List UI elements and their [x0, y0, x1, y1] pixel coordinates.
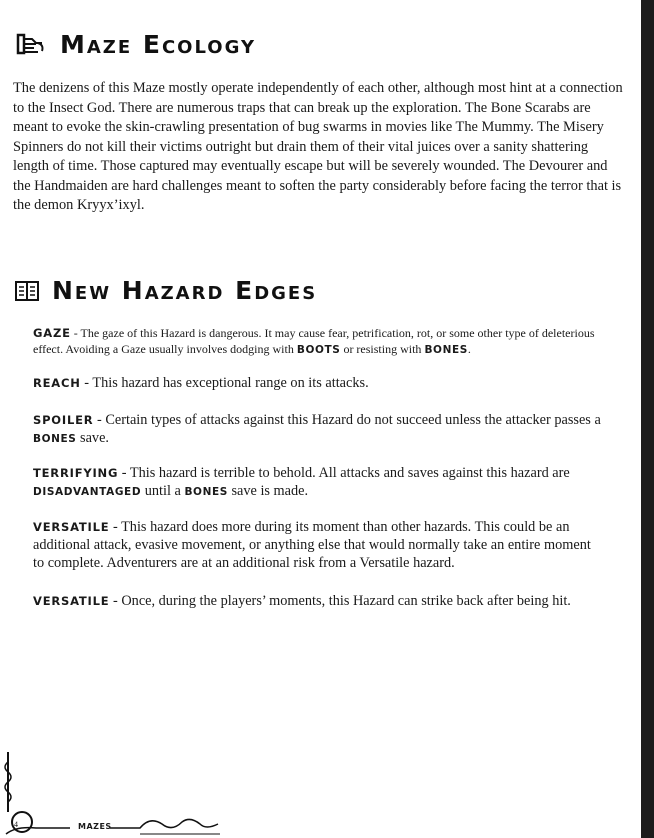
page-title: Maze Ecology: [60, 30, 256, 59]
hazard-edge-term: VERSATILE: [33, 594, 110, 608]
page-number: 4: [14, 820, 18, 829]
maze-ecology-heading: [14, 30, 256, 59]
book-icon: [14, 278, 40, 304]
hazard-edge-entry: SPOILER - Certain types of attacks against this Hazard do not succeed unless the attacker passes a BONES save.: [33, 412, 601, 446]
hazard-edge-entry: REACH - This hazard has exceptional range on its attacks.: [33, 375, 369, 391]
keyword: BOOTS: [296, 344, 341, 356]
hazard-edge-term: VERSATILE: [33, 520, 110, 534]
flourish-ornament-icon: [0, 752, 240, 838]
hazard-edge-entry: TERRIFYING - This hazard is terrible to behold. All attacks and saves against this hazard are DISADVANTAGED until a BONES save is made.: [33, 465, 570, 499]
keyword: BONES: [184, 486, 228, 498]
section-title: New Hazard Edges: [52, 276, 318, 305]
new-hazard-edges-heading: [14, 276, 317, 305]
hazard-edge-term: GAZE: [33, 326, 71, 340]
hazard-edge-entry: VERSATILE - This hazard does more during its moment than other hazards. This could be an additional attack, evasive movement, or anything else that would normally take an entire moment to complete. Adventurers are at an additional risk from a Versatile hazard.: [33, 519, 591, 571]
footer-label: MAZES: [78, 822, 112, 831]
hazard-edge-term: TERRIFYING: [33, 466, 119, 480]
intro-paragraph: The denizens of this Maze mostly operate independently of each other, although most hint at a connection to the Insect God. There are numerous traps that can break up the exploration. The Bone Scarabs are meant to evoke the skin-crawling presentation of bug swarms in movies like The Mummy. The Misery Spinners do not kill their victims outright but drain them of their vital juices over a sanity shattering length of time. Those captured may eventually escape but will be severely wounded. The Devourer and the Handmaiden are hard challenges meant to soften the party considerably before facing the terror that is the demon Kryyx’ixyl.: [13, 80, 623, 213]
keyword: BONES: [33, 433, 77, 445]
keyword: DISADVANTAGED: [33, 486, 142, 498]
hazard-edge-entry: GAZE - The gaze of this Hazard is dangerous. It may cause fear, petrification, rot, or some other type of deleterious effect. Avoiding a Gaze usually involves dodging with BOOTS or resisting with BONES.: [33, 326, 595, 356]
keyword: BONES: [424, 344, 468, 356]
hazard-edge-entry: VERSATILE - Once, during the players’ moments, this Hazard can strike back after being hit.: [33, 593, 571, 609]
viewer-scrollbar[interactable]: [641, 0, 654, 838]
scroll-hand-icon: [14, 31, 48, 59]
hazard-edge-term: SPOILER: [33, 413, 94, 427]
hazard-edge-term: REACH: [33, 376, 81, 390]
